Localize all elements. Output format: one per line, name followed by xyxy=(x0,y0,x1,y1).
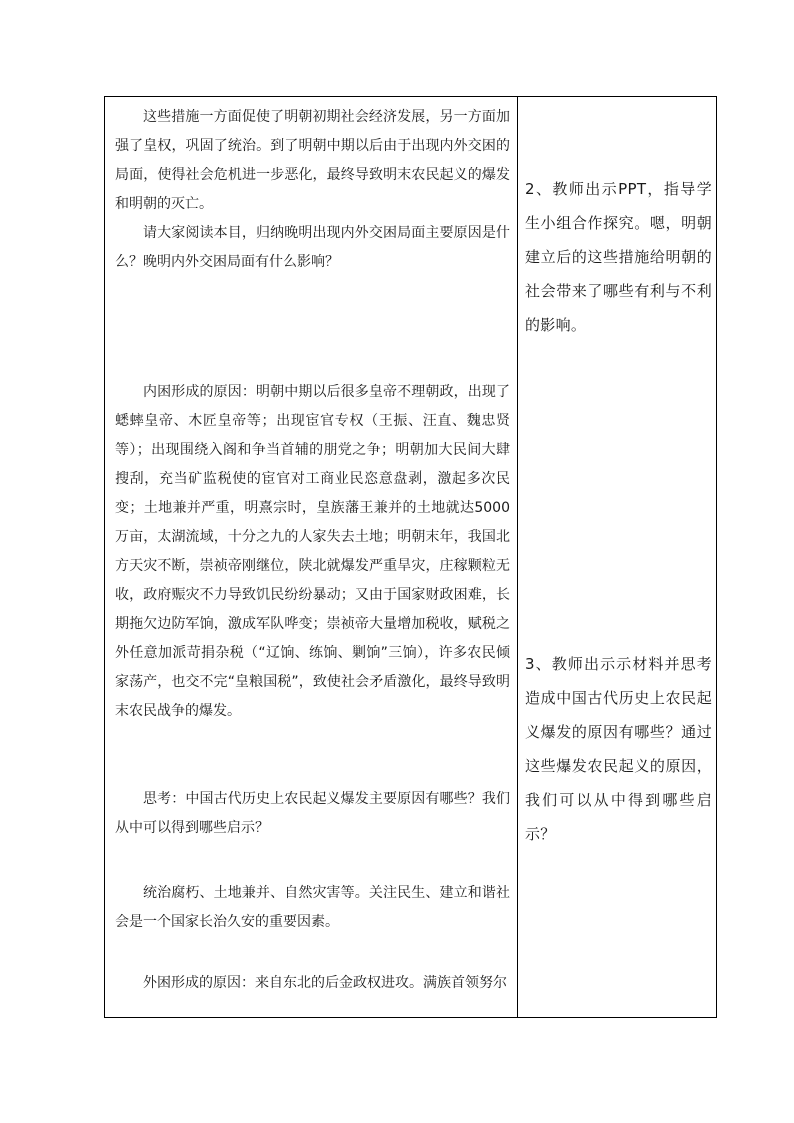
paragraph-internal-causes: 内困形成的原因：明朝中期以后很多皇帝不理朝政，出现了蟋蟀皇帝、木匠皇帝等；出现宦官专权（王振、汪直、魏忠贤等）；出现围绕入阁和争当首辅的朋党之争；明朝加大民间大肆搜刮，充当矿监税使的宦官对工商业民恣意盘剥，激起多次民变；土地兼并严重，明熹宗时，皇族藩王兼并的土地就达5000万亩，太湖流域，十分之九的人家失去土地；明朝末年，我国北方天灾不断，崇祯帝刚继位，陕北就爆发严重旱灾，庄稼颗粒无收，政府赈灾不力导致饥民纷纷暴动；又由于国家财政困难，长期拖欠边防军饷，激成军队哗变；崇祯帝大量增加税收，赋税之外任意加派苛捐杂税（“辽饷、练饷、剿饷”三饷），许多农民倾家荡产，也交不完“皇粮国税”，致使社会矛盾激化，最终导致明末农民战争的爆发。 xyxy=(115,384,510,719)
paragraph-answer: 统治腐朽、土地兼并、自然灾害等。关注民生、建立和谐社会是一个国家长治久安的重要因素。 xyxy=(115,885,510,930)
paragraph-think-question: 思考：中国古代历史上农民起义爆发主要原因有哪些？我们从中可以得到哪些启示？ xyxy=(115,791,510,836)
paragraph-external-causes: 外困形成的原因：来自东北的后金政权进攻。满族首领努尔 xyxy=(143,975,507,991)
lesson-table xyxy=(104,96,717,1018)
activity-step-2: 2、教师出示PPT，指导学生小组合作探究。嗯，明朝建立后的这些措施给明朝的社会带来了哪些有利与不利的影响。 xyxy=(525,180,712,334)
paragraph-intro: 这些措施一方面促使了明朝初期社会经济发展，另一方面加强了皇权，巩固了统治。到了明朝中期以后由于出现内外交困的局面，使得社会危机进一步恶化，最终导致明末农民起义的爆发和明朝的灭亡。 xyxy=(115,109,510,212)
activity-step-3: 3、教师出示示材料并思考造成中国古代历史上农民起义爆发的原因有哪些？通过这些爆发农民起义的原因，我们可以从中得到哪些启示？ xyxy=(525,655,712,843)
column-divider xyxy=(517,97,518,1017)
paragraph-reading-question: 请大家阅读本目，归纳晚明出现内外交困局面主要原因是什么？晚明内外交困局面有什么影响？ xyxy=(115,225,510,270)
